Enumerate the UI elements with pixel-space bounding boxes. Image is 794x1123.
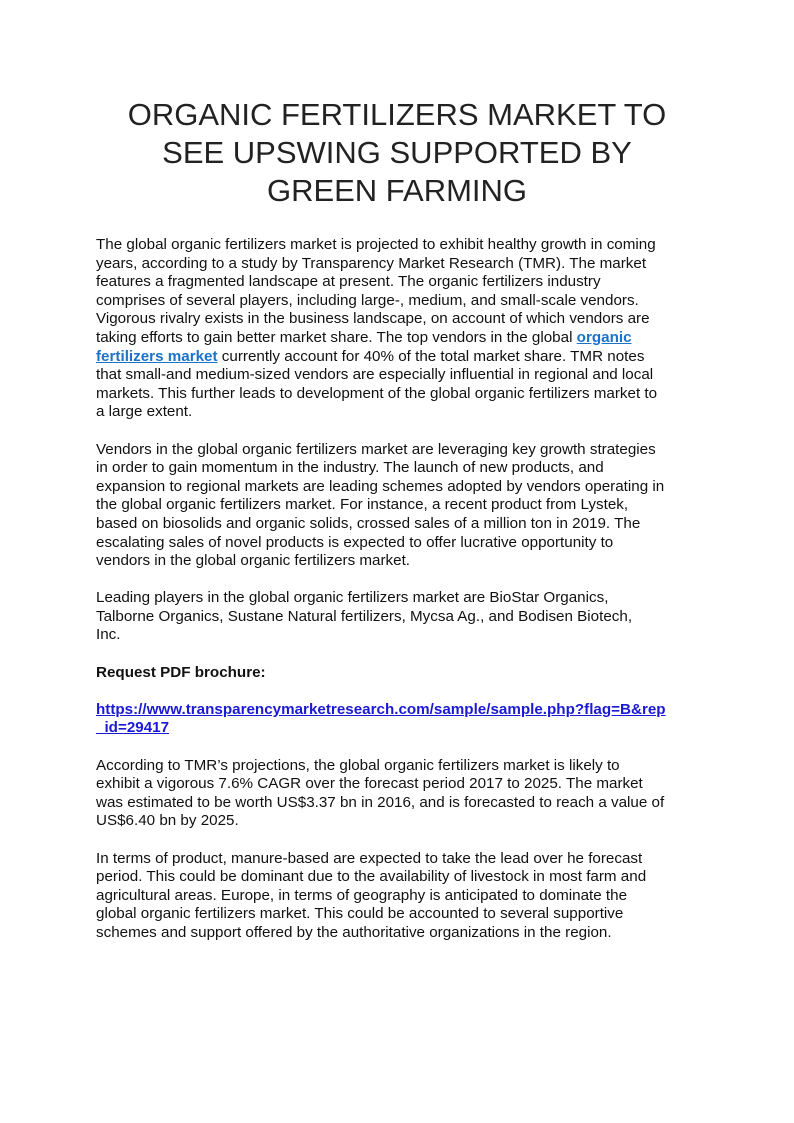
- text-line: the global organic fertilizers market. For instance, a recent product from Lystek,: [96, 496, 629, 514]
- organic-fertilizers-market-link-continued[interactable]: fertilizers market: [96, 347, 218, 365]
- paragraph-strategies: [96, 441, 706, 571]
- title-line-2: SEE UPSWING SUPPORTED BY: [162, 135, 632, 170]
- text-line: Leading players in the global organic fertilizers market are BioStar Organics,: [96, 589, 609, 607]
- text-line: schemes and support offered by the authoritative organizations in the region.: [96, 923, 612, 941]
- text-line: Vigorous rivalry exists in the business landscape, on account of which vendors are: [96, 310, 650, 328]
- text-line: vendors in the global organic fertilizers market.: [96, 552, 411, 570]
- paragraph-product-geography: [96, 850, 706, 943]
- text-line: US$6.40 bn by 2025.: [96, 812, 239, 830]
- text-line: period. This could be dominant due to the availability of livestock in most farm and: [96, 868, 647, 886]
- text-line: agricultural areas. Europe, in terms of geography is anticipated to dominate the: [96, 886, 628, 904]
- text-line: that small-and medium-sized vendors are especially influential in regional and local: [96, 366, 654, 384]
- paragraph-intro: [96, 236, 706, 422]
- organic-fertilizers-market-link[interactable]: organic: [576, 328, 632, 346]
- brochure-url-link[interactable]: https://www.transparencymarketresearch.com/sample/sample.php?flag=B&rep: [96, 700, 666, 718]
- text-line: Vendors in the global organic fertilizers market are leveraging key growth strategies: [96, 440, 656, 458]
- text-line: [96, 348, 706, 367]
- text-line: The global organic fertilizers market is projected to exhibit healthy growth in coming: [96, 236, 656, 253]
- paragraph-projections: [96, 757, 706, 831]
- text-line: markets. This further leads to development of the global organic fertilizers market to: [96, 384, 658, 402]
- text-segment: taking efforts to gain better market share. The top vendors in the global: [96, 328, 577, 346]
- text-line: Inc.: [96, 626, 121, 644]
- text-segment: currently account for 40% of the total market share. TMR notes: [217, 347, 645, 365]
- text-line: Talborne Organics, Sustane Natural fertilizers, Mycsa Ag., and Bodisen Biotech,: [96, 607, 633, 625]
- text-line: based on biosolids and organic solids, crossed sales of a million ton in 2019. The: [96, 514, 641, 532]
- text-line: exhibit a vigorous 7.6% CAGR over the forecast period 2017 to 2025. The market: [96, 775, 643, 793]
- text-line: In terms of product, manure-based are expected to take the lead over he forecast: [96, 849, 643, 867]
- text-line: was estimated to be worth US$3.37 bn in 2016, and is forecasted to reach a value of: [96, 793, 665, 811]
- page-title: [96, 96, 698, 210]
- text-line: features a fragmented landscape at present. The organic fertilizers industry: [96, 273, 601, 291]
- text-line: [96, 329, 706, 348]
- title-line-3: GREEN FARMING: [266, 173, 528, 208]
- text-line: escalating sales of novel products is expected to offer lucrative opportunity to: [96, 533, 614, 551]
- text-line: global organic fertilizers market. This could be accounted to several supportive: [96, 905, 624, 923]
- text-line: expansion to regional markets are leading schemes adopted by vendors operating in: [96, 477, 665, 495]
- brochure-url-link-continued[interactable]: _id=29417: [96, 719, 170, 737]
- brochure-url-paragraph: [96, 701, 706, 738]
- text-line: According to TMR’s projections, the global organic fertilizers market is likely to: [96, 756, 620, 774]
- title-line-1: ORGANIC FERTILIZERS MARKET TO: [127, 97, 667, 132]
- brochure-heading: Request PDF brochure:: [96, 663, 266, 681]
- article-body: [96, 236, 706, 961]
- text-line: comprises of several players, including large-, medium, and small-scale vendors.: [96, 291, 639, 309]
- text-line: in order to gain momentum in the industry. The launch of new products, and: [96, 459, 604, 477]
- text-line: years, according to a study by Transparency Market Research (TMR). The market: [96, 254, 647, 272]
- text-line: a large extent.: [96, 403, 193, 421]
- paragraph-leading-players: [96, 589, 706, 645]
